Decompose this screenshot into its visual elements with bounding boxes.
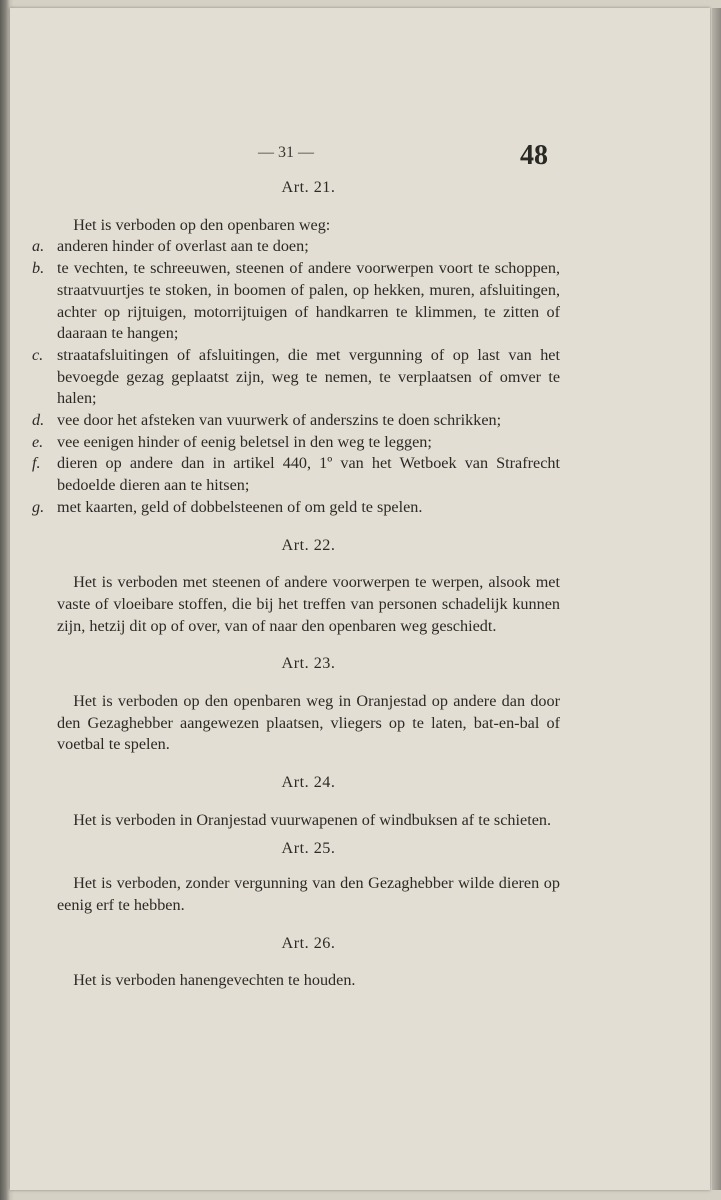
list-item-text: te vechten, te schreeuwen, steenen of andere voorwerpen voort te schoppen, straatvuurtjes te stoken, in boomen of palen, op hekken, muren, afsluitingen, achter op rijtuigen, motorrijtuigen of handkarren te klimmen, te zitten of daaraan te hangen;	[57, 259, 560, 343]
list-item-text: met kaarten, geld of dobbelsteenen of om geld te spelen.	[57, 497, 423, 516]
page-edge	[712, 8, 721, 1190]
article-heading: Art. 25.	[281, 838, 336, 857]
list-item	[32, 453, 560, 496]
list-item-text: anderen hinder of overlast aan te doen;	[57, 237, 309, 256]
list-item	[32, 236, 560, 258]
article-heading: Art. 26.	[281, 933, 336, 952]
list-item-text: straatafsluitingen of afsluitingen, die met vergunning of op last van het bevoegde gezag geplaatst zijn, weg te nemen, te verplaatsen of omver te halen;	[57, 345, 560, 408]
folio-number: 48	[520, 140, 548, 171]
list-marker: a.	[32, 237, 45, 256]
list-marker: g.	[32, 497, 45, 516]
list-item-text: dieren op andere dan in artikel 440, 1º van het Wetboek van Strafrecht bedoelde dieren aan te hitsen;	[57, 454, 560, 495]
list-item	[32, 410, 560, 432]
article-intro: Het is verboden op den openbaren weg:	[73, 215, 331, 234]
list-item	[32, 497, 560, 519]
list-marker: f.	[32, 454, 41, 473]
list-item	[32, 432, 560, 454]
list-item-text: vee eenigen hinder of eenig beletsel in den weg te leggen;	[57, 432, 432, 451]
article-list	[32, 236, 560, 518]
page-number: — 31 —	[258, 144, 314, 161]
article-body: Het is verboden in Oranjestad vuurwapenen of windbuksen af te schieten.	[73, 810, 552, 829]
article-body: Het is verboden hanengevechten te houden.	[73, 971, 356, 990]
article-body: Het is verboden op den openbaren weg in Oranjestad op andere dan door den Gezaghebber aangewezen plaatsen, vliegers op te laten, bat-en-bal of voetbal te spelen.	[57, 692, 560, 754]
list-marker: e.	[32, 432, 44, 451]
list-marker: c.	[32, 345, 44, 364]
list-item	[32, 345, 560, 410]
list-item-text: vee door het afsteken van vuurwerk of anderszins te doen schrikken;	[57, 411, 502, 430]
article-heading: Art. 22.	[281, 535, 336, 554]
document-body	[32, 137, 560, 992]
list-marker: b.	[32, 259, 45, 278]
list-item	[32, 258, 560, 345]
article-heading: Art. 23.	[281, 654, 336, 673]
article-heading: Art. 24.	[281, 773, 336, 792]
article-heading: Art. 21.	[281, 178, 336, 196]
list-marker: d.	[32, 411, 45, 430]
article-body: Het is verboden met steenen of andere voorwerpen te werpen, alsook met vaste of vloeibare stoffen, die bij het treffen van personen schadelijk kunnen zijn, hetzij dit op of over, van of naar den openbaren weg geschiedt.	[57, 573, 560, 635]
article-body: Het is verboden, zonder vergunning van den Gezaghebber wilde dieren op eenig erf te hebben.	[57, 874, 560, 914]
